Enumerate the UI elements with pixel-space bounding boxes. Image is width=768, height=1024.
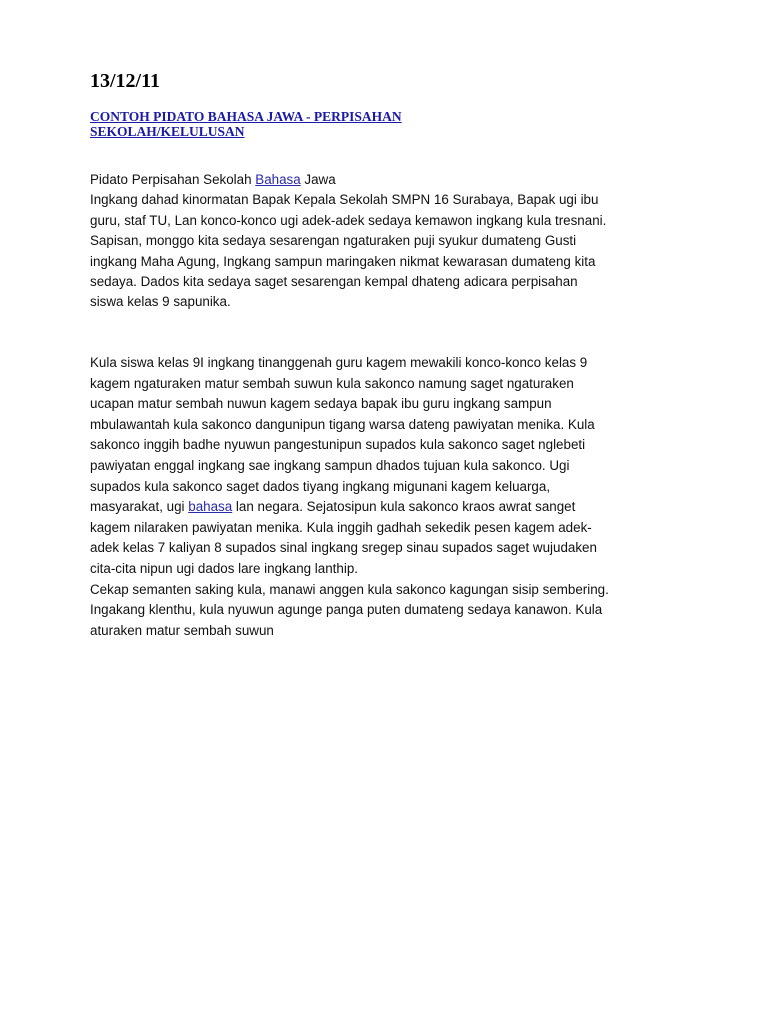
post-title-link[interactable] xyxy=(90,109,590,139)
text-line: ucapan matur sembah nuwun kagem sedaya bapak ibu guru ingkang sampun xyxy=(90,396,552,412)
text-line: pawiyatan enggal ingkang sae ingkang sampun dhados tujuan kula sakonco. Ugi xyxy=(90,457,570,473)
paragraph-body xyxy=(90,353,609,641)
text-line: Ingkang dahad kinormatan Bapak Kepala Sekolah SMPN 16 Surabaya, Bapak ugi ibu xyxy=(90,192,599,208)
text-line: cita-cita nipun ugi dados lare ingkang lanthip. xyxy=(90,560,358,576)
text: masyarakat, ugi xyxy=(90,499,189,515)
text-line: aturaken matur sembah suwun xyxy=(90,622,274,638)
text-line: Cekap semanten saking kula, manawi anggen kula sakonco kagungan sisip sembering. xyxy=(90,581,609,597)
text: lan negara. Sejatosipun kula sakonco kraos awrat sanget xyxy=(232,499,576,515)
text-line xyxy=(90,497,609,518)
text-line: sakonco inggih badhe nyuwun pangestunipun supados kula sakonco saget nglebeti xyxy=(90,437,586,453)
text-line: siswa kelas 9 sapunika. xyxy=(90,294,231,310)
post-date: 13/12/11 xyxy=(90,70,161,92)
text-line: sedaya. Dados kita sedaya saget sesarengan kempal dhateng adicara perpisahan xyxy=(90,274,578,290)
bahasa-link[interactable]: Bahasa xyxy=(255,172,301,187)
text: Jawa xyxy=(300,172,336,187)
title-line: CONTOH PIDATO BAHASA JAWA - PERPISAHAN xyxy=(90,109,402,124)
text-line: Sapisan, monggo kita sedaya sesarengan ngaturaken puji syukur dumateng Gusti xyxy=(90,233,577,249)
text: Pidato Perpisahan Sekolah xyxy=(90,172,256,187)
text-line: ingkang Maha Agung, Ingkang sampun maringaken nikmat kewarasan dumateng kita xyxy=(90,253,596,269)
paragraph-intro xyxy=(90,170,606,313)
text-line: adek kelas 7 kaliyan 8 supados sinal ingkang sregep sinau supados saget wujudaken xyxy=(90,540,597,556)
bahasa-link[interactable]: bahasa xyxy=(188,499,233,515)
text-line: kagem ngaturaken matur sembah suwun kula sakonco namung saget ngaturaken xyxy=(90,375,574,391)
text-line xyxy=(90,170,606,190)
text-line: supados kula sakonco saget dados tiyang ingkang migunani kagem keluarga, xyxy=(90,478,551,494)
text-line: Kula siswa kelas 9I ingkang tinanggenah guru kagem mewakili konco-konco kelas 9 xyxy=(90,355,588,370)
text-line: Ingakang klenthu, kula nyuwun agunge panga puten dumateng sedaya kanawon. Kula xyxy=(90,602,603,618)
title-line: SEKOLAH/KELULUSAN xyxy=(90,124,245,139)
text-line: kagem nilaraken pawiyatan menika. Kula inggih gadhah sekedik pesen kagem adek- xyxy=(90,519,592,535)
text-line: guru, staf TU, Lan konco-konco ugi adek-adek sedaya kemawon ingkang kula tresnani. xyxy=(90,212,607,228)
text-line: mbulawantah kula sakonco dangunipun tigang warsa dateng pawiyatan menika. Kula xyxy=(90,416,595,432)
